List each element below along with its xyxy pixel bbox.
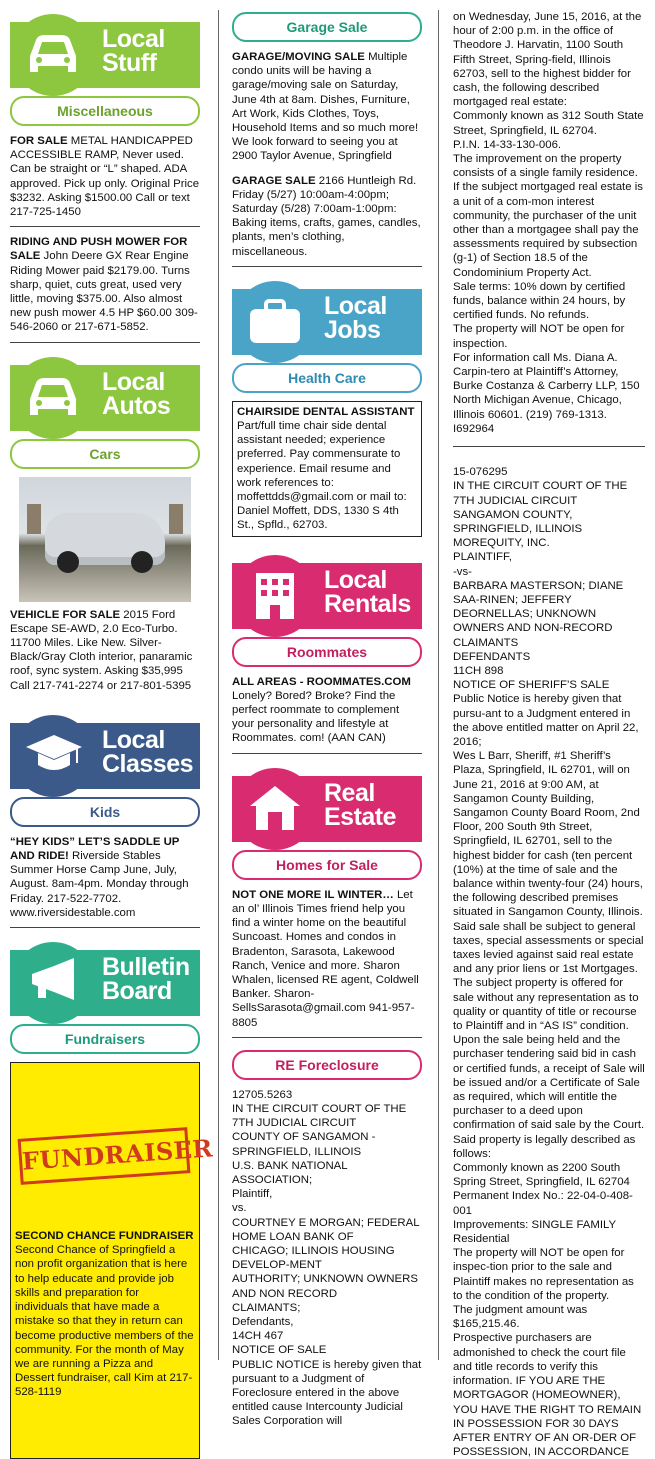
- section-re-foreclosure: RE Foreclosure: [232, 1050, 422, 1080]
- column-2: [232, 8, 422, 1429]
- banner-title: Local Classes: [102, 725, 194, 778]
- banner-title: Local Jobs: [324, 291, 387, 344]
- column-divider: [438, 10, 439, 1360]
- classified-ad: “HEY KIDS” LET’S SADDLE UP AND RIDE! Riverside Stables Summer Horse Camp June, July, August. 8am-4pm. Monday through Friday. 217-522-7702. www.riversidestable.com: [10, 835, 189, 919]
- divider: [453, 446, 645, 447]
- banner-title: Real Estate: [324, 778, 397, 831]
- divider: [232, 753, 422, 754]
- section-roommates: Roommates: [232, 637, 422, 667]
- classified-ad: SECOND CHANCE FUNDRAISER Second Chance of Springfield a non profit organization that is here to help educate and provide job skills and preparation for individuals that have made a mistake so that they in return can become productive members of the community. For the month of May we are running a Pizza and Dessert fundraiser, call Kim at 217-528-1119: [15, 1230, 194, 1399]
- building-icon: [246, 569, 304, 621]
- local-autos-banner: [10, 365, 200, 431]
- fundraiser-ad: [10, 1062, 214, 1459]
- fundraiser-stamp: FUNDRAISER: [18, 1127, 191, 1185]
- column-3: [453, 8, 645, 1459]
- classified-ad: FOR SALE METAL HANDICAPPED ACCESSIBLE RAMP, Never used. Can be straight or “L” shaped. ADA approved. Pick up only. Original Price $3232. Asking $1500.00 Call or text 217-725-1450: [10, 135, 200, 219]
- megaphone-icon: [24, 956, 84, 1006]
- legal-notice: on Wednesday, June 15, 2016, at the hour of 2:00 p.m. in the office of Theodore J. Harvatin, 1100 South Fifth Street, Spring-field, Illinois 62703, sell to the highest bidder for cash, the following described mortgaged real estate: Commonly known as 312 South State Street, Springfield, IL 62704. P.I.N. 14-33-130-006. The improvement on the property consists of a single family residence. If the subject mortgaged real estate is a unit of a com-mon interest community, the purchaser of the unit other than a mortgagee shall pay the assessments required by subsection (g-1) of Section 18.5 of the Condominium Property Act. Sale terms: 10% down by certified funds, balance within 24 hours, by certified funds. No refunds. The property will NOT be open for inspection. For information call Ms. Diana A. Carpin-tero at Plaintiff’s Attorney, Burke Costanza & Carberry LLP, 150 North Michigan Avenue, Chicago, Illinois 60601. (219) 769-1313. I692964: [453, 11, 644, 435]
- car-icon: [24, 28, 82, 80]
- divider: [232, 266, 422, 267]
- briefcase-icon: [246, 295, 304, 347]
- column-1: [10, 8, 214, 1459]
- local-rentals-banner: [232, 563, 422, 629]
- classified-ad: RIDING AND PUSH MOWER FOR SALE John Deere GX Rear Engine Riding Mower paid $2179.00. Turns sharp, quiet, cuts great, used very little, moving $375.00. Also almost new push mower 4.5 HP $60.00 309-546-2060 or 217-671-5852.: [10, 236, 198, 334]
- divider: [10, 226, 200, 227]
- real-estate-banner: [232, 776, 422, 842]
- section-kids: Kids: [10, 797, 200, 827]
- car-photo: [19, 477, 191, 602]
- classified-ad: ALL AREAS - ROOMMATES.COM Lonely? Bored? Broke? Find the perfect roommate to complement your personality and lifestyle at Roommates. com! (AAN CAN): [232, 675, 411, 745]
- legal-notice: 15-076295 IN THE CIRCUIT COURT OF THE 7TH JUDICIAL CIRCUIT SANGAMON COUNTY, SPRINGFIELD, ILLINOIS MOREQUITY, INC. PLAINTIFF, -vs- BARBARA MASTERSON; DIANE SAA-RINEN; JEFFERY DEORNELLAS; UNKNOWN OWNERS AND NON-RECORD CLAIMANTS DEFENDANTS 11CH 898 NOTICE OF SHERIFF’S SALE Public Notice is hereby given that pursu-ant to a Judgment entered in the above entitled matter on April 22, 2016; Wes L Barr, Sheriff, #1 Sheriff’s Plaza, Springfield, IL 62701, will on June 21, 2016 at 9:00 AM, at Sangamon County Building, Sangamon County Board Room, 2nd Floor, 200 South 9th Street, Springfield, IL 62701, sell to the highest bidder for cash (ten percent (10%) at the time of sale and the balance within twenty-four (24) hours, the following described premises situated in Sangamon County, Illinois. Said sale shall be subject to general taxes, special assessments or special taxes levied against said real estate and any prior liens or 1st Mortgages. The subject property is offered for sale without any representation as to quality or quantity of title or recourse to Plaintiff and in “AS IS” condition. Upon the sale being held and the purchaser tendering said bid in cash or certified funds, a receipt of Sale will be issued and/or a Certificate of Sale as required, which will entitle the purchaser to a deed upon confirmation of said sale by the Court. Said property is legally described as follows: Commonly known as 2200 South Spring Street, Springfield, IL 62704 Permanent Index No.: 22-04-0-408-001 Improvements: SINGLE FAMILY Residential The property will NOT be open for inspec-tion prior to the sale and Plaintiff makes no representation as to the condition of the property. The judgment amount was $165,215.46. Prospective purchasers are admonished to check the court file and title records to verify this information. IF YOU ARE THE MORTGAGOR (HOMEOWNER), YOU HAVE THE RIGHT TO REMAIN IN POSSESSION FOR 30 DAYS AFTER ENTRY OF AN OR-DER OF POSSESSION, IN ACCORDANCE: [453, 466, 645, 1459]
- classified-ad: GARAGE SALE 2166 Huntleigh Rd. Friday (5/27) 10:00am-4:00pm; Saturday (5/28) 7:00am-1:00pm: Baking items, crafts, games, candles, plants, men’s clothing, miscellaneous.: [232, 174, 421, 258]
- local-stuff-banner: [10, 22, 200, 88]
- divider: [10, 342, 200, 343]
- classified-ad: VEHICLE FOR SALE 2015 Ford Escape SE-AWD, 2.0 Eco-Turbo. 11700 Miles. Like New. Silver-Black/Gray Cloth interior, panaramic roof, sync system. Asking $35,995 Call 217-741-2274 or 217-801-5395: [10, 608, 193, 692]
- section-homes-for-sale: Homes for Sale: [232, 850, 422, 880]
- classified-ad: NOT ONE MORE IL WINTER… Let an ol’ Illinois Times friend help you find a winter home on the beautiful Suncoast. Homes and condos in Bradenton, Sarasota, Lakewood Ranch, Venice and more. Sharon Whalen, licensed RE agent, Coldwell Banker. Sharon-SellsSarasota@gmail.com 941-957-8805: [232, 888, 419, 1029]
- legal-notice: 12705.5263 IN THE CIRCUIT COURT OF THE 7TH JUDICIAL CIRCUIT COUNTY OF SANGAMON - SPRINGFIELD, ILLINOIS U.S. BANK NATIONAL ASSOCIATION; Plaintiff, vs. COURTNEY E MORGAN; FEDERAL HOME LOAN BANK OF CHICAGO; ILLINOIS HOUSING DEVELOP-MENT AUTHORITY; UNKNOWN OWNERS AND NON RECORD CLAIMANTS; Defendants, 14CH 467 NOTICE OF SALE PUBLIC NOTICE is hereby given that pursuant to a Judgment of Foreclosure entered in the above entitled cause Intercounty Judicial Sales Corporation will: [232, 1088, 422, 1428]
- local-classes-banner: [10, 723, 200, 789]
- banner-title: Local Stuff: [102, 25, 165, 77]
- local-jobs-banner: [232, 289, 422, 355]
- banner-title: Local Rentals: [324, 565, 411, 618]
- section-cars: Cars: [10, 439, 200, 469]
- section-health-care: Health Care: [232, 363, 422, 393]
- banner-title: Bulletin Board: [102, 953, 190, 1006]
- classified-ad: GARAGE/MOVING SALE Multiple condo units will be having a garage/moving sale on Saturday, June 4th at 8am. Dishes, Furniture, Art Work, Kids Clothes, Toys, Household Items and so much more! We look forward to seeing you at 2900 Taylor Avenue, Springfield: [232, 51, 419, 163]
- column-divider: [218, 10, 219, 1360]
- house-icon: [246, 782, 304, 834]
- section-garage-sale: Garage Sale: [232, 12, 422, 42]
- car-icon: [24, 371, 82, 423]
- section-miscellaneous: Miscellaneous: [10, 96, 200, 126]
- divider: [10, 927, 200, 928]
- banner-title: Local Autos: [102, 367, 171, 420]
- section-fundraisers: Fundraisers: [10, 1024, 200, 1054]
- graduation-cap-icon: [24, 729, 84, 779]
- divider: [232, 1037, 422, 1038]
- bulletin-board-banner: [10, 950, 200, 1016]
- classified-ad: CHAIRSIDE DENTAL ASSISTANT Part/full time chair side dental assistant needed; experience preferred. Pay commensurate to experience. Email resume and work references to: moffettdds@gmail.com or mail to: Daniel Moffett, DDS, 1330 S 4th St., Spfld., 62703.: [232, 401, 422, 537]
